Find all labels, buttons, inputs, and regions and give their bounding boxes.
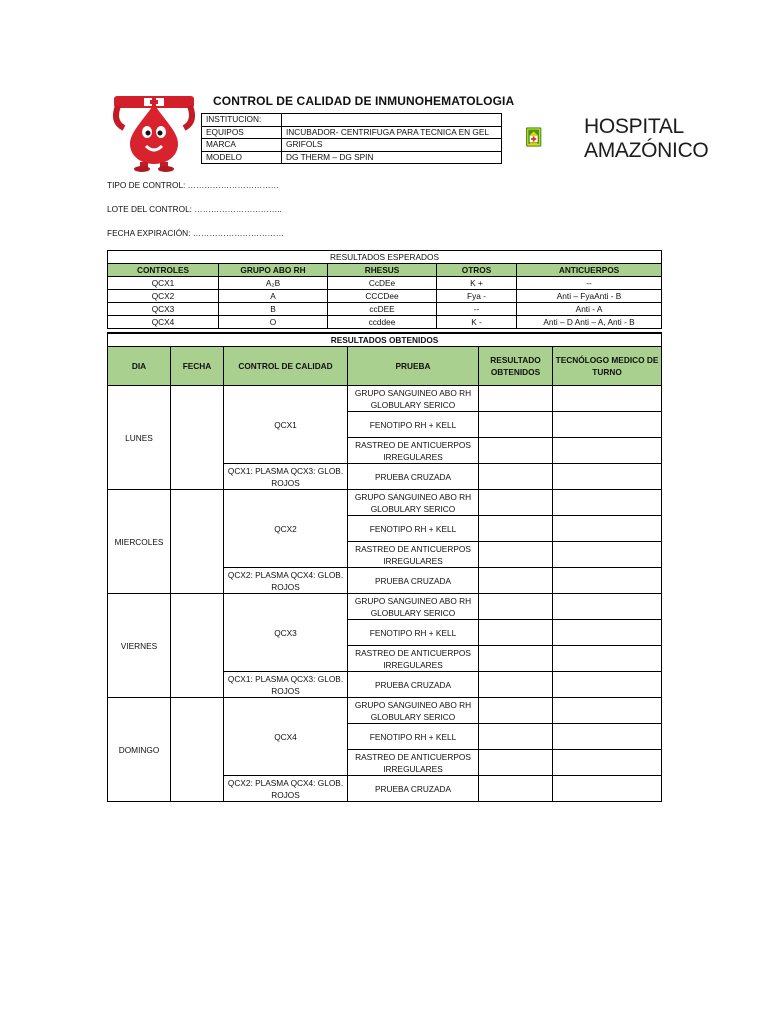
fecha-cell[interactable] <box>171 698 224 802</box>
prueba-cell: GRUPO SANGUINEO ABO RH GLOBULARY SERICO <box>348 386 479 412</box>
table-cell: ccddee <box>328 316 437 329</box>
table-cell: CcDEe <box>328 277 437 290</box>
fecha-expiracion-field[interactable]: FECHA EXPIRACIÓN: …………………………… <box>107 228 285 238</box>
table-row <box>108 490 662 516</box>
resultado-cell[interactable] <box>479 594 553 620</box>
table-cell: Fya - <box>437 290 517 303</box>
table-cell: B <box>219 303 328 316</box>
resultados-esperados-table <box>107 250 662 329</box>
control-cell: QCX2 <box>224 490 348 568</box>
table-row <box>108 290 662 303</box>
section-title: RESULTADOS OBTENIDOS <box>108 333 662 347</box>
tecnologo-cell[interactable] <box>553 464 662 490</box>
table-cell: QCX2 <box>108 290 219 303</box>
page-title: CONTROL DE CALIDAD DE INMUNOHEMATOLOGIA <box>213 94 515 108</box>
info-row-equipos <box>202 126 502 139</box>
control-cruzada-cell: QCX2: PLASMA QCX4: GLOB. ROJOS <box>224 776 348 802</box>
fecha-cell[interactable] <box>171 386 224 490</box>
table-cell: Anti – D Anti – A, Anti - B <box>517 316 662 329</box>
control-cruzada-cell: QCX1: PLASMA QCX3: GLOB. ROJOS <box>224 464 348 490</box>
prueba-cell: RASTREO DE ANTICUERPOS IRREGULARES <box>348 542 479 568</box>
info-label: EQUIPOS <box>202 126 282 139</box>
dia-cell: LUNES <box>108 386 171 490</box>
table-row <box>108 316 662 329</box>
col-header: CONTROL DE CALIDAD <box>224 347 348 386</box>
table-cell: CCCDee <box>328 290 437 303</box>
control-cell: QCX4 <box>224 698 348 776</box>
table-row <box>108 386 662 412</box>
tecnologo-cell[interactable] <box>553 438 662 464</box>
resultado-cell[interactable] <box>479 620 553 646</box>
table-cell: O <box>219 316 328 329</box>
table-cell: ccDEE <box>328 303 437 316</box>
prueba-cell: GRUPO SANGUINEO ABO RH GLOBULARY SERICO <box>348 594 479 620</box>
control-cruzada-cell: QCX1: PLASMA QCX3: GLOB. ROJOS <box>224 672 348 698</box>
section-title: RESULTADOS ESPERADOS <box>108 251 662 264</box>
col-header: PRUEBA <box>348 347 479 386</box>
tecnologo-cell[interactable] <box>553 568 662 594</box>
table-cell: QCX3 <box>108 303 219 316</box>
col-header: FECHA <box>171 347 224 386</box>
blood-drop-mascot-icon <box>108 92 200 172</box>
prueba-cell: PRUEBA CRUZADA <box>348 776 479 802</box>
col-header: RESULTADO OBTENIDOS <box>479 347 553 386</box>
info-value[interactable] <box>282 114 502 127</box>
col-header: ANTICUERPOS <box>517 264 662 277</box>
resultado-cell[interactable] <box>479 412 553 438</box>
tecnologo-cell[interactable] <box>553 698 662 724</box>
tecnologo-cell[interactable] <box>553 750 662 776</box>
prueba-cell: RASTREO DE ANTICUERPOS IRREGULARES <box>348 750 479 776</box>
table-cell: K - <box>437 316 517 329</box>
col-header: GRUPO ABO RH <box>219 264 328 277</box>
resultado-cell[interactable] <box>479 776 553 802</box>
resultado-cell[interactable] <box>479 516 553 542</box>
hospital-logo-icon <box>526 103 580 171</box>
tecnologo-cell[interactable] <box>553 776 662 802</box>
info-row-marca <box>202 139 502 152</box>
tecnologo-cell[interactable] <box>553 672 662 698</box>
table-row <box>108 303 662 316</box>
resultado-cell[interactable] <box>479 568 553 594</box>
prueba-cell: FENOTIPO RH + KELL <box>348 412 479 438</box>
resultado-cell[interactable] <box>479 490 553 516</box>
table-row <box>108 698 662 724</box>
control-cell: QCX3 <box>224 594 348 672</box>
hospital-name-line1: HOSPITAL <box>584 115 684 138</box>
table-row <box>108 277 662 290</box>
prueba-cell: GRUPO SANGUINEO ABO RH GLOBULARY SERICO <box>348 490 479 516</box>
table-cell: A₂B <box>219 277 328 290</box>
table-cell: -- <box>437 303 517 316</box>
control-cell: QCX1 <box>224 386 348 464</box>
tecnologo-cell[interactable] <box>553 516 662 542</box>
col-header: CONTROLES <box>108 264 219 277</box>
info-row-modelo <box>202 151 502 164</box>
dia-cell: DOMINGO <box>108 698 171 802</box>
tecnologo-cell[interactable] <box>553 490 662 516</box>
tecnologo-cell[interactable] <box>553 412 662 438</box>
tecnologo-cell[interactable] <box>553 594 662 620</box>
resultado-cell[interactable] <box>479 672 553 698</box>
resultados-obtenidos-table <box>107 332 662 802</box>
tecnologo-cell[interactable] <box>553 542 662 568</box>
hospital-name-line2: AMAZÓNICO <box>584 139 709 162</box>
table-cell: Anti - A <box>517 303 662 316</box>
prueba-cell: PRUEBA CRUZADA <box>348 568 479 594</box>
tecnologo-cell[interactable] <box>553 620 662 646</box>
resultado-cell[interactable] <box>479 750 553 776</box>
table-cell: -- <box>517 277 662 290</box>
col-header: TECNÓLOGO MEDICO DE TURNO <box>553 347 662 386</box>
equipment-info-table <box>201 113 502 164</box>
table-cell: Anti – FyaAnti - B <box>517 290 662 303</box>
info-value[interactable]: DG THERM – DG SPIN <box>282 151 502 164</box>
info-value[interactable]: INCUBADOR- CENTRIFUGA PARA TECNICA EN GEL <box>282 126 502 139</box>
resultado-cell[interactable] <box>479 464 553 490</box>
prueba-cell: GRUPO SANGUINEO ABO RH GLOBULARY SERICO <box>348 698 479 724</box>
prueba-cell: RASTREO DE ANTICUERPOS IRREGULARES <box>348 646 479 672</box>
col-header: DIA <box>108 347 171 386</box>
tecnologo-cell[interactable] <box>553 386 662 412</box>
info-label: MARCA <box>202 139 282 152</box>
prueba-cell: PRUEBA CRUZADA <box>348 464 479 490</box>
prueba-cell: FENOTIPO RH + KELL <box>348 620 479 646</box>
resultado-cell[interactable] <box>479 386 553 412</box>
col-header: OTROS <box>437 264 517 277</box>
table-cell: QCX4 <box>108 316 219 329</box>
table-row <box>108 594 662 620</box>
resultado-cell[interactable] <box>479 438 553 464</box>
tecnologo-cell[interactable] <box>553 646 662 672</box>
tipo-control-field[interactable]: TIPO DE CONTROL: …………………………… <box>107 180 279 190</box>
resultado-cell[interactable] <box>479 646 553 672</box>
tecnologo-cell[interactable] <box>553 724 662 750</box>
dia-cell: MIERCOLES <box>108 490 171 594</box>
col-header: RHESUS <box>328 264 437 277</box>
info-value[interactable]: GRIFOLS <box>282 139 502 152</box>
lote-control-field[interactable]: LOTE DEL CONTROL: ………………………….. <box>107 204 282 214</box>
dia-cell: VIERNES <box>108 594 171 698</box>
info-label: MODELO <box>202 151 282 164</box>
fecha-cell[interactable] <box>171 594 224 698</box>
resultado-cell[interactable] <box>479 542 553 568</box>
hospital-name <box>584 115 708 163</box>
resultado-cell[interactable] <box>479 698 553 724</box>
table-cell: QCX1 <box>108 277 219 290</box>
control-cruzada-cell: QCX2: PLASMA QCX4: GLOB. ROJOS <box>224 568 348 594</box>
resultado-cell[interactable] <box>479 724 553 750</box>
prueba-cell: PRUEBA CRUZADA <box>348 672 479 698</box>
prueba-cell: FENOTIPO RH + KELL <box>348 724 479 750</box>
prueba-cell: FENOTIPO RH + KELL <box>348 516 479 542</box>
fecha-cell[interactable] <box>171 490 224 594</box>
table-cell: A <box>219 290 328 303</box>
info-label: INSTITUCION: <box>202 114 282 127</box>
table-cell: K + <box>437 277 517 290</box>
info-row-institucion <box>202 114 502 127</box>
prueba-cell: RASTREO DE ANTICUERPOS IRREGULARES <box>348 438 479 464</box>
